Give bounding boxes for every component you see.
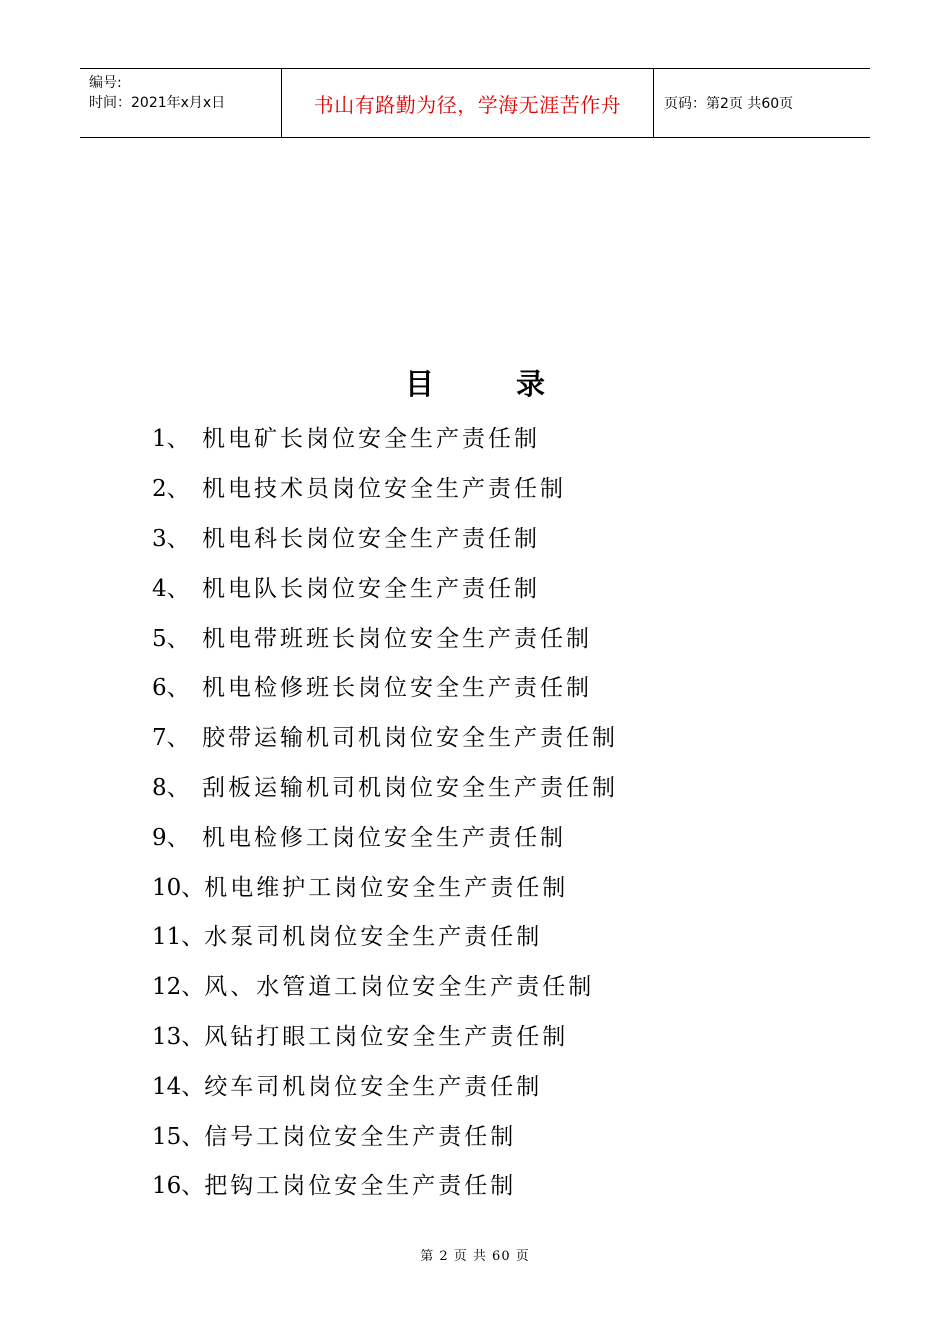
toc-item-label: 水泵司机岗位安全生产责任制 [204, 924, 543, 951]
toc-item-number: 3、 [152, 525, 190, 552]
toc-item-number: 15、 [152, 1123, 205, 1150]
toc-list [152, 412, 618, 1209]
toc-item [152, 412, 618, 462]
header-motto: 书山有路勤为径，学海无涯苦作舟 [282, 69, 654, 137]
toc-item-label: 机电科长岗位安全生产责任制 [202, 525, 540, 552]
toc-title: 目录 [404, 367, 627, 401]
toc-item [152, 761, 618, 811]
toc-item [152, 1010, 618, 1060]
toc-item-number: 7、 [152, 725, 190, 752]
toc-item-label: 风钻打眼工岗位安全生产责任制 [204, 1023, 569, 1050]
toc-item-number: 6、 [152, 675, 190, 702]
toc-item-label: 机电队长岗位安全生产责任制 [202, 575, 540, 602]
toc-item [152, 561, 618, 611]
toc-item [152, 661, 618, 711]
toc-item-number: 14、 [152, 1073, 205, 1100]
toc-item [152, 860, 618, 910]
toc-item [152, 960, 618, 1010]
toc-item-label: 机电检修工岗位安全生产责任制 [202, 824, 566, 851]
toc-item-label: 信号工岗位安全生产责任制 [204, 1123, 517, 1150]
toc-item-label: 刮板运输机司机岗位安全生产责任制 [202, 774, 618, 801]
toc-item-label: 风、水管道工岗位安全生产责任制 [204, 974, 595, 1001]
code-label: 编号: [89, 75, 122, 91]
toc-item-label: 机电技术员岗位安全生产责任制 [202, 476, 566, 503]
page-footer: 第 2 页 共 60 页 [420, 1249, 530, 1264]
toc-item-number: 9、 [152, 824, 190, 851]
header-page-info: 页码：第2页 共60页 [664, 96, 794, 112]
toc-item [152, 1159, 618, 1209]
toc-item-label: 把钩工岗位安全生产责任制 [204, 1173, 517, 1200]
toc-item [152, 1109, 618, 1159]
toc-item [152, 810, 618, 860]
toc-item-number: 16、 [152, 1173, 205, 1200]
toc-item [152, 512, 618, 562]
toc-item [152, 1059, 618, 1109]
toc-item [152, 611, 618, 661]
toc-item-label: 机电检修班长岗位安全生产责任制 [202, 675, 592, 702]
time-label: 时间：2021年x月x日 [89, 95, 226, 111]
toc-item-number: 8、 [152, 774, 190, 801]
toc-item-label: 胶带运输机司机岗位安全生产责任制 [202, 725, 618, 752]
toc-item-number: 1、 [152, 426, 190, 453]
toc-item-number: 2、 [152, 476, 190, 503]
page-header [80, 68, 870, 138]
toc-item [152, 711, 618, 761]
toc-item-label: 机电带班班长岗位安全生产责任制 [202, 625, 592, 652]
toc-item-number: 12、 [152, 974, 205, 1001]
toc-item-number: 5、 [152, 625, 190, 652]
toc-item [152, 910, 618, 960]
toc-item-label: 机电矿长岗位安全生产责任制 [202, 426, 540, 453]
toc-item [152, 462, 618, 512]
toc-item-label: 机电维护工岗位安全生产责任制 [204, 874, 569, 901]
toc-item-number: 13、 [152, 1023, 205, 1050]
toc-item-number: 4、 [152, 575, 190, 602]
toc-item-number: 10、 [152, 874, 205, 901]
toc-item-label: 绞车司机岗位安全生产责任制 [204, 1073, 543, 1100]
toc-item-number: 11、 [152, 924, 205, 951]
header-meta [80, 69, 282, 137]
